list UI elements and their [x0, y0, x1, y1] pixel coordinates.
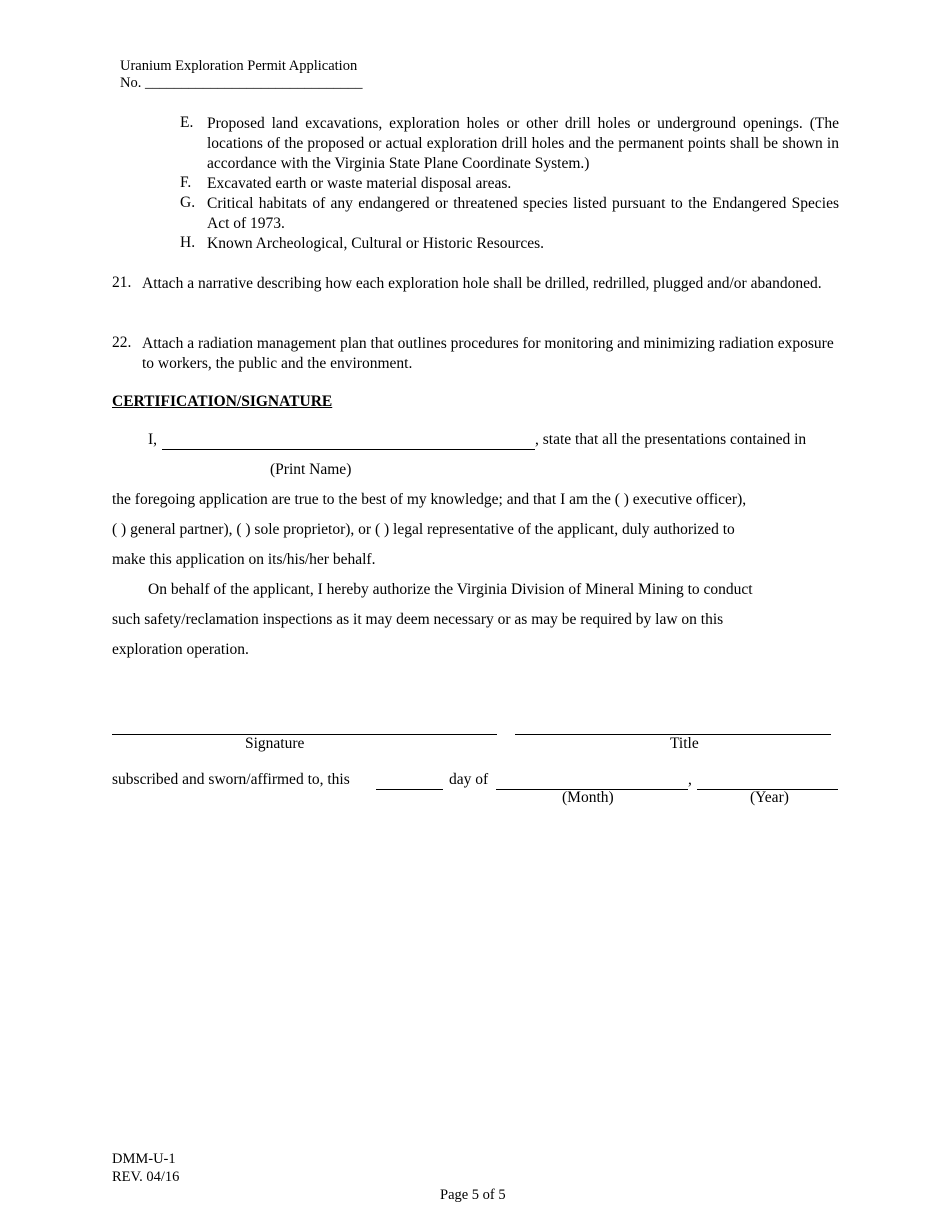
day-field[interactable]	[376, 789, 443, 790]
year-label: (Year)	[750, 789, 789, 806]
list-item-f: Excavated earth or waste material disposal areas.	[207, 175, 512, 192]
list-letter-e: E.	[180, 114, 194, 131]
authorization-line2: such safety/reclamation inspections as it may deem necessary or as may be required by law on this	[112, 611, 724, 628]
item-number-22: 22.	[112, 334, 132, 351]
cert-line1-suffix: , state that all the presentations contained in	[535, 431, 807, 448]
application-number: No. ______________________________	[120, 75, 363, 91]
revision-date: REV. 04/16	[112, 1169, 180, 1185]
item-22-text: Attach a radiation management plan that outlines procedures for monitoring and minimizing radiation exposure to workers, the public and the environment.	[142, 335, 834, 372]
form-title: Uranium Exploration Permit Application	[120, 58, 358, 74]
cert-line1-prefix: I,	[148, 431, 158, 448]
title-label: Title	[670, 735, 699, 752]
day-of-text: day of	[449, 771, 489, 788]
list-letter-h: H.	[180, 234, 196, 251]
date-comma: ,	[688, 771, 692, 788]
cert-line3: ( ) general partner), ( ) sole proprietor), or ( ) legal representative of the applicant, duly authorized to	[112, 521, 735, 538]
signature-field[interactable]	[112, 734, 497, 735]
sworn-text: subscribed and sworn/affirmed to, this	[112, 771, 350, 788]
form-id: DMM-U-1	[112, 1151, 176, 1167]
cert-line2: the foregoing application are true to the best of my knowledge; and that I am the ( ) executive officer),	[112, 491, 747, 508]
list-letter-g: G.	[180, 194, 196, 211]
month-label: (Month)	[562, 789, 614, 806]
list-item-e: Proposed land excavations, exploration holes or other drill holes or underground openings. (The locations of the proposed or actual exploration drill holes and the permanent points shall be shown in accordance with the Virginia State Plane Coordinate System.)	[207, 115, 839, 172]
signature-label: Signature	[245, 735, 305, 752]
item-number-21: 21.	[112, 274, 132, 291]
cert-line4: make this application on its/his/her behalf.	[112, 551, 376, 568]
certification-heading: CERTIFICATION/SIGNATURE	[112, 393, 333, 410]
list-item-g: Critical habitats of any endangered or threatened species listed pursuant to the Endangered Species Act of 1973.	[207, 195, 839, 232]
list-letter-f: F.	[180, 174, 192, 191]
authorization-line1: On behalf of the applicant, I hereby authorize the Virginia Division of Mineral Mining to conduct	[148, 581, 753, 598]
page-number: Page 5 of 5	[440, 1187, 506, 1203]
item-21-text: Attach a narrative describing how each exploration hole shall be drilled, redrilled, plugged and/or abandoned.	[142, 275, 822, 292]
print-name-label: (Print Name)	[270, 461, 352, 478]
print-name-field[interactable]	[162, 449, 535, 450]
authorization-line3: exploration operation.	[112, 641, 249, 658]
list-item-h: Known Archeological, Cultural or Historic Resources.	[207, 235, 545, 252]
